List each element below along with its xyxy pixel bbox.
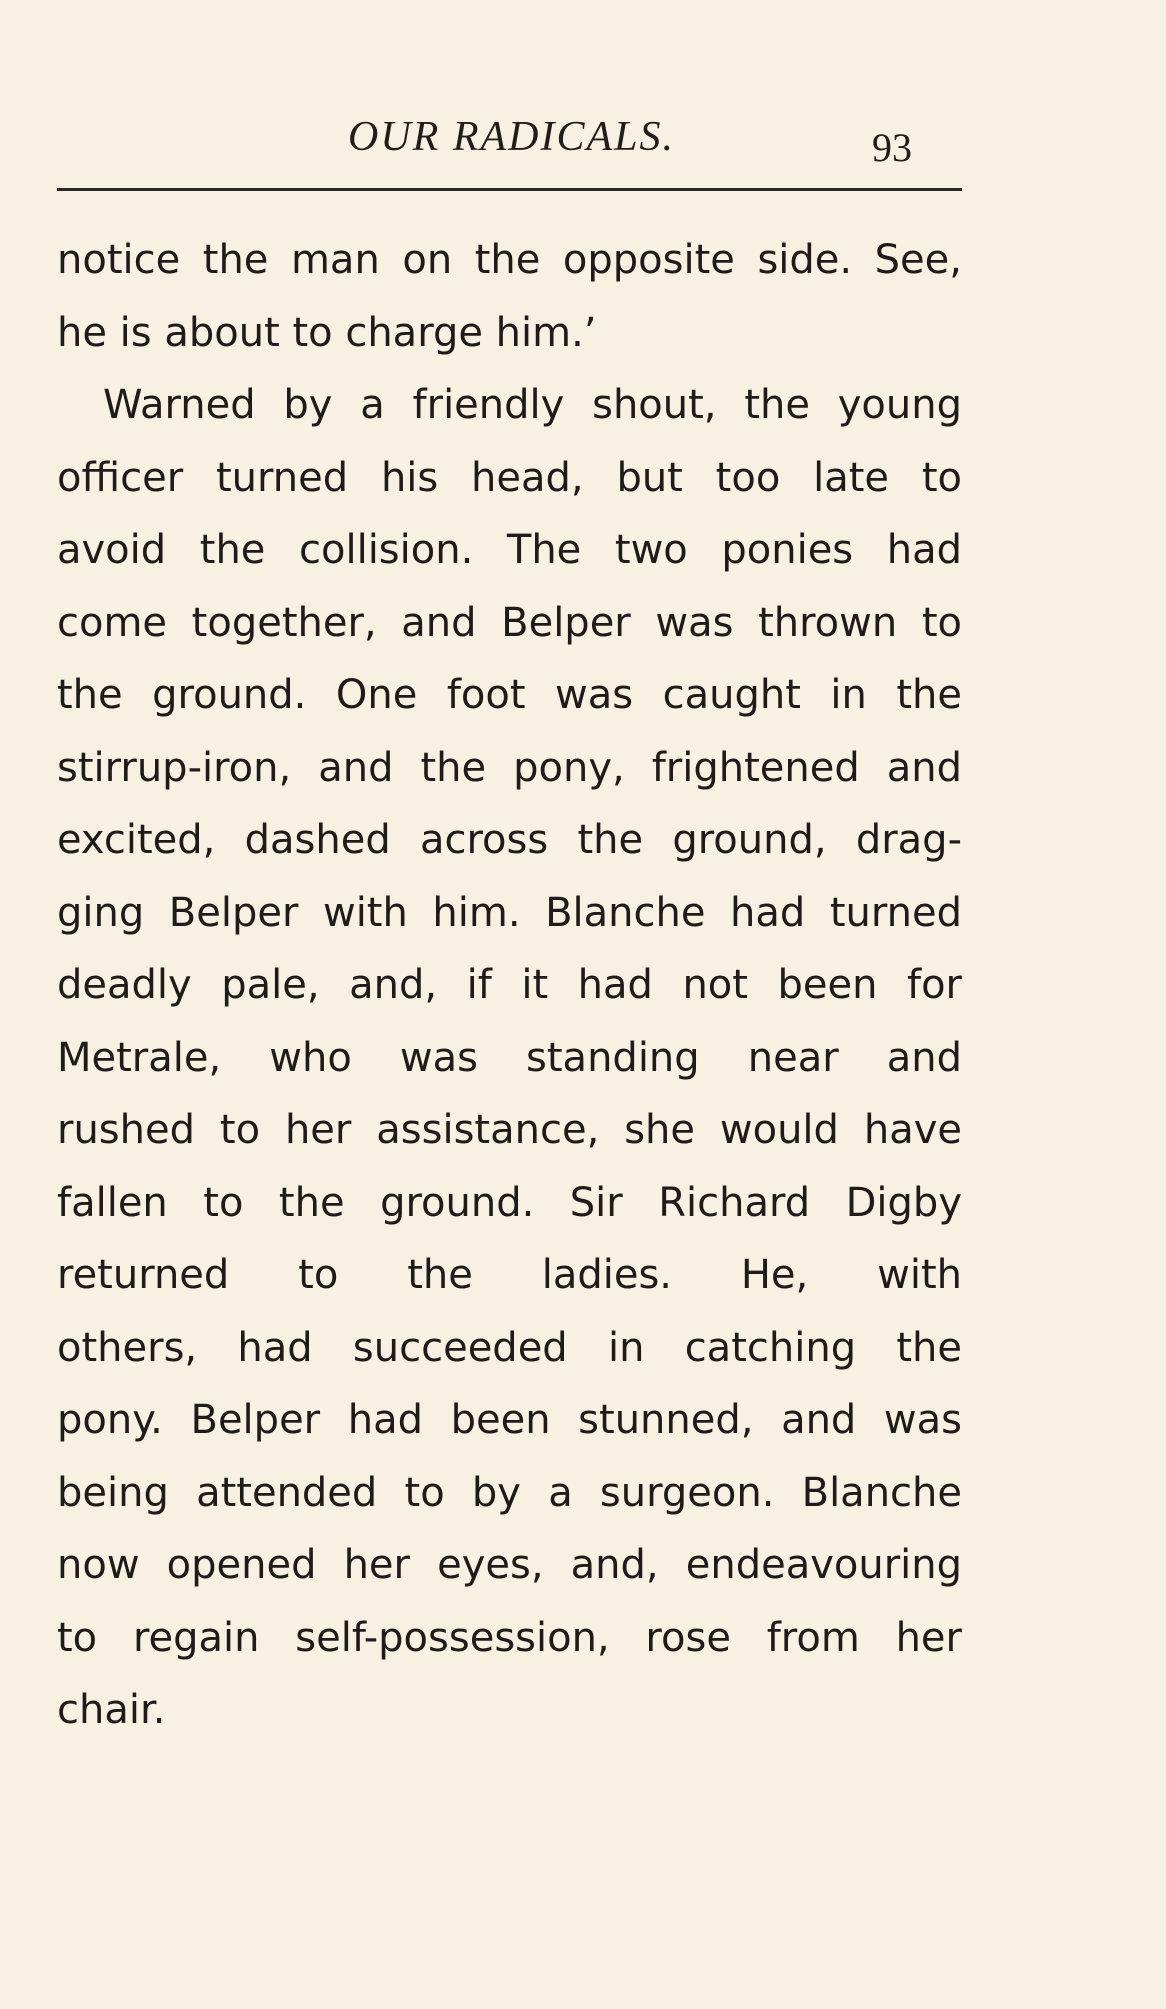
page-number: 93 — [872, 125, 912, 170]
text-line: others, had succeeded in catching the — [57, 1324, 962, 1371]
text-line: fallen to the ground. Sir Richard Digby — [57, 1179, 962, 1226]
text-line: avoid the collision. The two ponies had — [57, 527, 962, 573]
text-line: excited, dashed across the ground, drag- — [57, 817, 962, 863]
text-line: being attended to by a surgeon. Blanche — [57, 1469, 962, 1516]
text-line: he is about to charge him.’ — [57, 309, 597, 356]
text-line: come together, and Belper was thrown to — [57, 599, 962, 646]
text-line: deadly pale, and, if it had not been for — [57, 962, 962, 1008]
running-title: OUR RADICALS. — [348, 114, 675, 160]
header-rule — [57, 188, 962, 191]
text-line: pony. Belper had been stunned, and was — [57, 1397, 962, 1443]
text-line: returned to the ladies. He, with — [57, 1252, 962, 1298]
running-head — [0, 116, 1166, 176]
text-line: Metrale, who was standing near and — [57, 1034, 962, 1081]
text-line: now opened her eyes, and, endeavouring — [57, 1542, 962, 1588]
text-line: ging Belper with him. Blanche had turned — [57, 889, 962, 936]
body-text — [57, 224, 962, 1747]
text-line: Warned by a friendly shout, the young — [103, 382, 962, 428]
text-line: rushed to her assistance, she would have — [57, 1107, 962, 1153]
text-line: officer turned his head, but too late to — [57, 454, 962, 501]
text-line: to regain self-possession, rose from her — [57, 1614, 962, 1661]
text-line: notice the man on the opposite side. See, — [57, 237, 962, 283]
text-line: the ground. One foot was caught in the — [57, 672, 962, 718]
text-line: stirrup-iron, and the pony, frightened and — [57, 744, 962, 791]
text-line: chair. — [57, 1687, 166, 1733]
